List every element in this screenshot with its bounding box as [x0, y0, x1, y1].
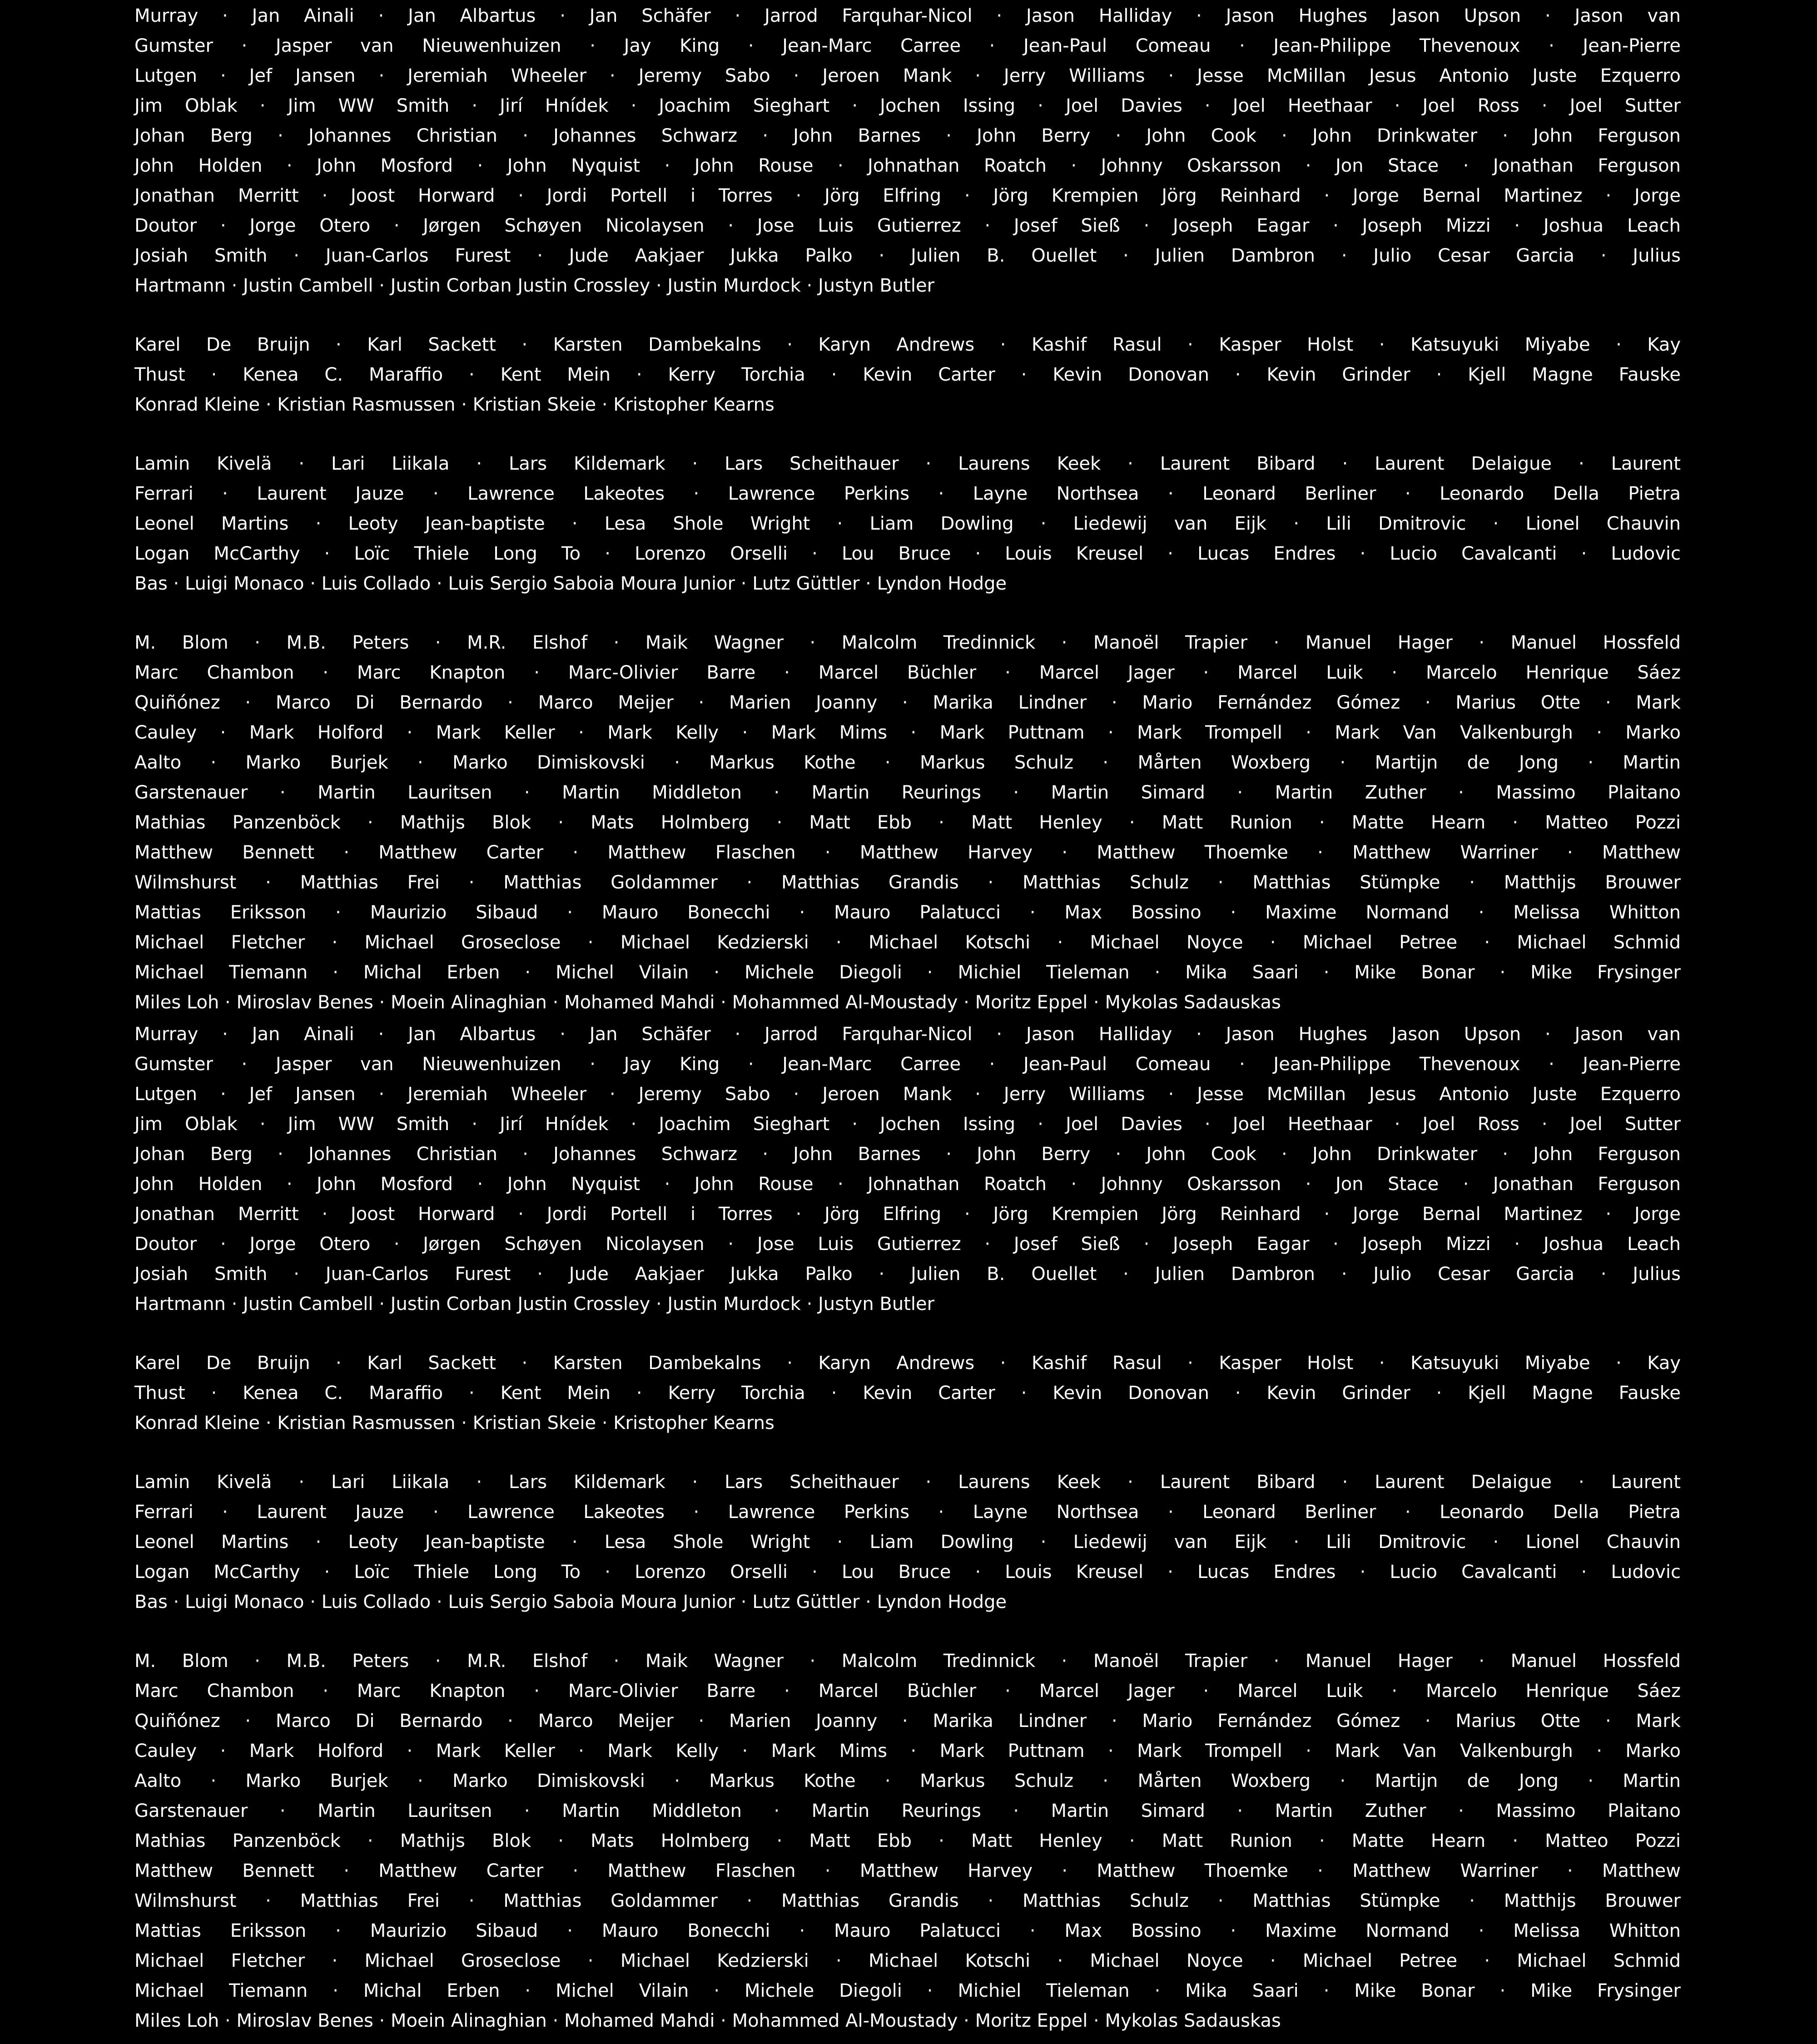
credits-line: Ferrari · Laurent Jauze · Lawrence Lakeotes · Lawrence Perkins · Layne Northsea · Leonard Berliner · Leonardo Della Pietra [134, 483, 1681, 504]
credits-line: Murray · Jan Ainali · Jan Albartus · Jan Schäfer · Jarrod Farquhar-Nicol · Jason Halliday · Jason Hughes Jason Upson · Jason van [134, 5, 1681, 26]
credits-line: John Holden · John Mosford · John Nyquist · John Rouse · Johnathan Roatch · Johnny Oskarsson · Jon Stace · Jonathan Ferguson [134, 155, 1681, 176]
credits-line: Mattias Eriksson · Maurizio Sibaud · Mauro Bonecchi · Mauro Palatucci · Max Bossino · Maxime Normand · Melissa Whitton [134, 1920, 1681, 1941]
credits-line: Hartmann · Justin Cambell · Justin Corban Justin Crossley · Justin Murdock · Justyn Butler [134, 1294, 935, 1315]
credits-line: Matthew Bennett · Matthew Carter · Matthew Flaschen · Matthew Harvey · Matthew Thoemke · Matthew Warriner · Matthew [134, 842, 1681, 863]
credits-line: Garstenauer · Martin Lauritsen · Martin Middleton · Martin Reurings · Martin Simard · Martin Zuther · Massimo Plaitano [134, 1801, 1681, 1821]
credits-line: Konrad Kleine · Kristian Rasmussen · Kristian Skeie · Kristopher Kearns [134, 1413, 774, 1434]
credits-line: Wilmshurst · Matthias Frei · Matthias Goldammer · Matthias Grandis · Matthias Schulz · Matthias Stümpke · Matthijs Brouwer [134, 872, 1681, 893]
credits-line: Jim Oblak · Jim WW Smith · Jirí Hnídek · Joachim Sieghart · Jochen Issing · Joel Davies · Joel Heethaar · Joel Ross · Joel Sutter [134, 1114, 1681, 1135]
credits-paragraph-names-m [134, 1646, 1681, 2036]
credits-line: Doutor · Jorge Otero · Jørgen Schøyen Nicolaysen · Jose Luis Gutierrez · Josef Sieß · Joseph Eagar · Joseph Mizzi · Joshua Leach [134, 1234, 1681, 1255]
credits-line: Ferrari · Laurent Jauze · Lawrence Lakeotes · Lawrence Perkins · Layne Northsea · Leonard Berliner · Leonardo Della Pietra [134, 1502, 1681, 1523]
credits-line: Gumster · Jasper van Nieuwenhuizen · Jay King · Jean-Marc Carree · Jean-Paul Comeau · Jean-Philippe Thevenoux · Jean-Pierre [134, 35, 1681, 56]
credits-line: M. Blom · M.B. Peters · M.R. Elshof · Maik Wagner · Malcolm Tredinnick · Manoël Trapier · Manuel Hager · Manuel Hossfeld [134, 1651, 1681, 1672]
credits-line: Michael Fletcher · Michael Groseclose · Michael Kedzierski · Michael Kotschi · Michael Noyce · Michael Petree · Michael Schmid [134, 1950, 1681, 1971]
credits-paragraph-names-l [134, 1467, 1681, 1617]
credits-line: Michael Fletcher · Michael Groseclose · Michael Kedzierski · Michael Kotschi · Michael Noyce · Michael Petree · Michael Schmid [134, 932, 1681, 953]
credits-line: Karel De Bruijn · Karl Sackett · Karsten Dambekalns · Karyn Andrews · Kashif Rasul · Kasper Holst · Katsuyuki Miyabe · Kay [134, 1353, 1681, 1374]
credits-line: Leonel Martins · Leoty Jean-baptiste · Lesa Shole Wright · Liam Dowling · Liedewij van Eijk · Lili Dmitrovic · Lionel Chauvin [134, 513, 1681, 534]
credits-line: Michael Tiemann · Michal Erben · Michel Vilain · Michele Diegoli · Michiel Tieleman · Mika Saari · Mike Bonar · Mike Frysinger [134, 1980, 1681, 2001]
credits-line: Lutgen · Jef Jansen · Jeremiah Wheeler · Jeremy Sabo · Jeroen Mank · Jerry Williams · Jesse McMillan Jesus Antonio Juste Ezquerro [134, 1084, 1681, 1105]
credits-line: Cauley · Mark Holford · Mark Keller · Mark Kelly · Mark Mims · Mark Puttnam · Mark Trompell · Mark Van Valkenburgh · Marko [134, 1741, 1681, 1761]
credits-line: Bas · Luigi Monaco · Luis Collado · Luis Sergio Saboia Moura Junior · Lutz Güttler · Lyndon Hodge [134, 1592, 1007, 1612]
credits-line: Josiah Smith · Juan-Carlos Furest · Jude Aakjaer Jukka Palko · Julien B. Ouellet · Julien Dambron · Julio Cesar Garcia · Julius [134, 1264, 1681, 1285]
credits-line: Mattias Eriksson · Maurizio Sibaud · Mauro Bonecchi · Mauro Palatucci · Max Bossino · Maxime Normand · Melissa Whitton [134, 902, 1681, 923]
credits-paragraph-names-l [134, 449, 1681, 599]
credits-section [134, 1, 1681, 1017]
credits-line: Mathias Panzenböck · Mathijs Blok · Mats Holmberg · Matt Ebb · Matt Henley · Matt Runion · Matte Hearn · Matteo Pozzi [134, 812, 1681, 833]
credits-line: Bas · Luigi Monaco · Luis Collado · Luis Sergio Saboia Moura Junior · Lutz Güttler · Lyndon Hodge [134, 573, 1007, 594]
credits-line: John Holden · John Mosford · John Nyquist · John Rouse · Johnathan Roatch · Johnny Oskarsson · Jon Stace · Jonathan Ferguson [134, 1174, 1681, 1195]
credits-line: Josiah Smith · Juan-Carlos Furest · Jude Aakjaer Jukka Palko · Julien B. Ouellet · Julien Dambron · Julio Cesar Garcia · Julius [134, 245, 1681, 266]
credits-line: Jonathan Merritt · Joost Horward · Jordi Portell i Torres · Jörg Elfring · Jörg Krempien Jörg Reinhard · Jorge Bernal Martinez · Jorge [134, 1204, 1681, 1225]
credits-line: Miles Loh · Miroslav Benes · Moein Alinaghian · Mohamed Mahdi · Mohammed Al-Moustady · Moritz Eppel · Mykolas Sadauskas [134, 992, 1281, 1013]
credits-paragraph-names-k [134, 1348, 1681, 1438]
credits-line: Konrad Kleine · Kristian Rasmussen · Kristian Skeie · Kristopher Kearns [134, 394, 774, 415]
credits-line: Gumster · Jasper van Nieuwenhuizen · Jay King · Jean-Marc Carree · Jean-Paul Comeau · Jean-Philippe Thevenoux · Jean-Pierre [134, 1054, 1681, 1075]
credits-line: Marc Chambon · Marc Knapton · Marc-Olivier Barre · Marcel Büchler · Marcel Jager · Marcel Luik · Marcelo Henrique Sáez [134, 662, 1681, 683]
credits-line: Quiñónez · Marco Di Bernardo · Marco Meijer · Marien Joanny · Marika Lindner · Mario Fernández Gómez · Marius Otte · Mark [134, 692, 1681, 713]
credits-line: Logan McCarthy · Loïc Thiele Long To · Lorenzo Orselli · Lou Bruce · Louis Kreusel · Lucas Endres · Lucio Cavalcanti · Ludovic [134, 1562, 1681, 1583]
credits-line: Cauley · Mark Holford · Mark Keller · Mark Kelly · Mark Mims · Mark Puttnam · Mark Trompell · Mark Van Valkenburgh · Marko [134, 722, 1681, 743]
credits-line: Leonel Martins · Leoty Jean-baptiste · Lesa Shole Wright · Liam Dowling · Liedewij van Eijk · Lili Dmitrovic · Lionel Chauvin [134, 1532, 1681, 1553]
credits-line: Hartmann · Justin Cambell · Justin Corban Justin Crossley · Justin Murdock · Justyn Butler [134, 275, 935, 296]
credits-line: M. Blom · M.B. Peters · M.R. Elshof · Maik Wagner · Malcolm Tredinnick · Manoël Trapier · Manuel Hager · Manuel Hossfeld [134, 632, 1681, 653]
credits-line: Wilmshurst · Matthias Frei · Matthias Goldammer · Matthias Grandis · Matthias Schulz · Matthias Stümpke · Matthijs Brouwer [134, 1890, 1681, 1911]
credits-line: Michael Tiemann · Michal Erben · Michel Vilain · Michele Diegoli · Michiel Tieleman · Mika Saari · Mike Bonar · Mike Frysinger [134, 962, 1681, 983]
credits-line: Matthew Bennett · Matthew Carter · Matthew Flaschen · Matthew Harvey · Matthew Thoemke · Matthew Warriner · Matthew [134, 1860, 1681, 1881]
credits-line: Lutgen · Jef Jansen · Jeremiah Wheeler · Jeremy Sabo · Jeroen Mank · Jerry Williams · Jesse McMillan Jesus Antonio Juste Ezquerro [134, 65, 1681, 86]
credits-line: Logan McCarthy · Loïc Thiele Long To · Lorenzo Orselli · Lou Bruce · Louis Kreusel · Lucas Endres · Lucio Cavalcanti · Ludovic [134, 543, 1681, 564]
credits-line: Jonathan Merritt · Joost Horward · Jordi Portell i Torres · Jörg Elfring · Jörg Krempien Jörg Reinhard · Jorge Bernal Martinez · Jorge [134, 185, 1681, 206]
credits-section [134, 1019, 1681, 2036]
credits-line: Aalto · Marko Burjek · Marko Dimiskovski · Markus Kothe · Markus Schulz · Mårten Woxberg · Martijn de Jong · Martin [134, 1771, 1681, 1791]
credits-line: Lamin Kivelä · Lari Liikala · Lars Kildemark · Lars Scheithauer · Laurens Keek · Laurent Bibard · Laurent Delaigue · Laurent [134, 453, 1681, 474]
credits-paragraph-names-j [134, 1019, 1681, 1319]
credits-line: Thust · Kenea C. Maraffio · Kent Mein · Kerry Torchia · Kevin Carter · Kevin Donovan · Kevin Grinder · Kjell Magne Fauske [134, 364, 1681, 385]
credits-line: Miles Loh · Miroslav Benes · Moein Alinaghian · Mohamed Mahdi · Mohammed Al-Moustady · Moritz Eppel · Mykolas Sadauskas [134, 2010, 1281, 2031]
credits-line: Karel De Bruijn · Karl Sackett · Karsten Dambekalns · Karyn Andrews · Kashif Rasul · Kasper Holst · Katsuyuki Miyabe · Kay [134, 334, 1681, 355]
credits-line: Aalto · Marko Burjek · Marko Dimiskovski · Markus Kothe · Markus Schulz · Mårten Woxberg · Martijn de Jong · Martin [134, 752, 1681, 773]
credits-paragraph-names-j [134, 1, 1681, 301]
credits-line: Thust · Kenea C. Maraffio · Kent Mein · Kerry Torchia · Kevin Carter · Kevin Donovan · Kevin Grinder · Kjell Magne Fauske [134, 1383, 1681, 1404]
credits-line: Johan Berg · Johannes Christian · Johannes Schwarz · John Barnes · John Berry · John Cook · John Drinkwater · John Ferguson [134, 1144, 1681, 1165]
credits-line: Mathias Panzenböck · Mathijs Blok · Mats Holmberg · Matt Ebb · Matt Henley · Matt Runion · Matte Hearn · Matteo Pozzi [134, 1831, 1681, 1851]
credits-line: Doutor · Jorge Otero · Jørgen Schøyen Nicolaysen · Jose Luis Gutierrez · Josef Sieß · Joseph Eagar · Joseph Mizzi · Joshua Leach [134, 215, 1681, 236]
credits-line: Jim Oblak · Jim WW Smith · Jirí Hnídek · Joachim Sieghart · Jochen Issing · Joel Davies · Joel Heethaar · Joel Ross · Joel Sutter [134, 95, 1681, 116]
credits-paragraph-names-k [134, 330, 1681, 420]
credits-line: Murray · Jan Ainali · Jan Albartus · Jan Schäfer · Jarrod Farquhar-Nicol · Jason Halliday · Jason Hughes Jason Upson · Jason van [134, 1024, 1681, 1045]
credits-line: Johan Berg · Johannes Christian · Johannes Schwarz · John Barnes · John Berry · John Cook · John Drinkwater · John Ferguson [134, 125, 1681, 146]
credits-paragraph-names-m [134, 628, 1681, 1017]
credits-line: Marc Chambon · Marc Knapton · Marc-Olivier Barre · Marcel Büchler · Marcel Jager · Marcel Luik · Marcelo Henrique Sáez [134, 1681, 1681, 1702]
credits-line: Quiñónez · Marco Di Bernardo · Marco Meijer · Marien Joanny · Marika Lindner · Mario Fernández Gómez · Marius Otte · Mark [134, 1711, 1681, 1731]
credits-line: Lamin Kivelä · Lari Liikala · Lars Kildemark · Lars Scheithauer · Laurens Keek · Laurent Bibard · Laurent Delaigue · Laurent [134, 1472, 1681, 1493]
credits-line: Garstenauer · Martin Lauritsen · Martin Middleton · Martin Reurings · Martin Simard · Martin Zuther · Massimo Plaitano [134, 782, 1681, 803]
